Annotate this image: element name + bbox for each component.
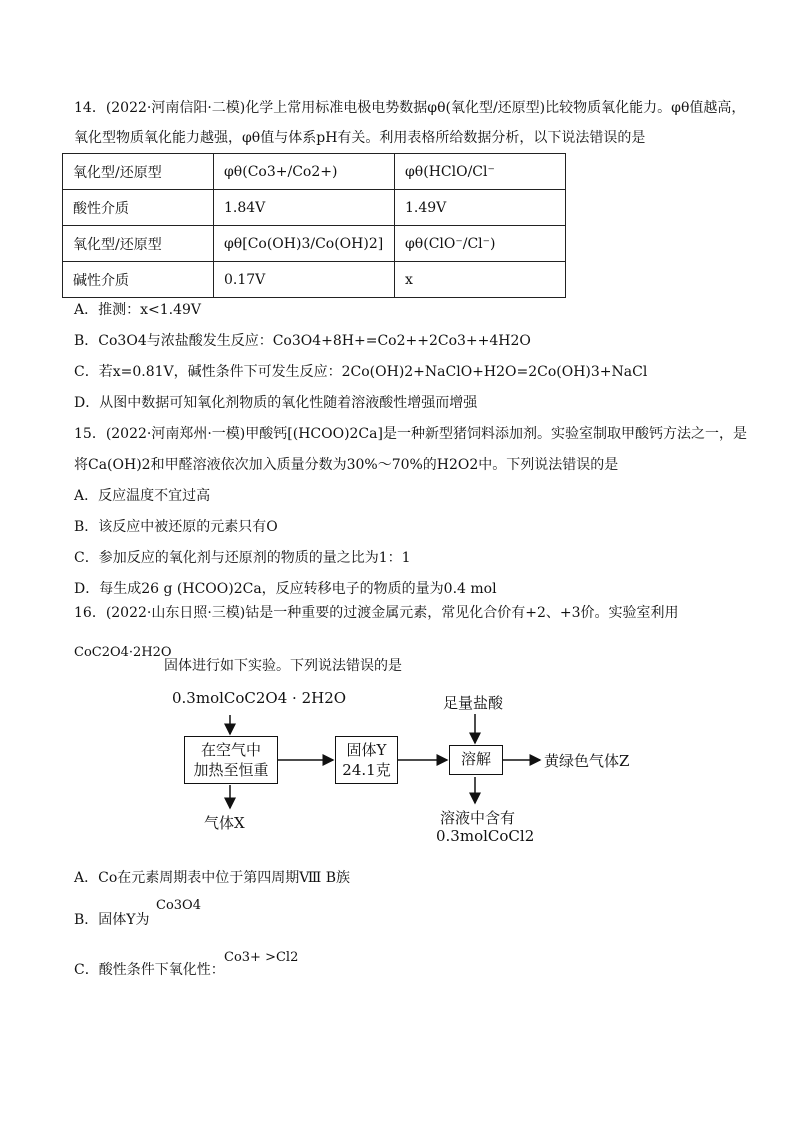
q15-option-c: C．参加反应的氧化剂与还原剂的物质的量之比为1：1 bbox=[74, 550, 411, 566]
solid-y-line1: 固体Y bbox=[346, 741, 387, 759]
q14-line2: 氧化型物质氧化能力越强，φθ值与体系pH有关。利用表格所给数据分析，以下说法错误的是 bbox=[74, 130, 646, 146]
q15-option-a: A．反应温度不宜过高 bbox=[74, 488, 211, 504]
q15-line1: 15．(2022·河南郑州·一模)甲酸钙[(HCOO)2Ca]是一种新型猪饲料添加剂。实验室制取甲酸钙方法之一，是 bbox=[74, 426, 747, 442]
gas-z-label: 黄绿色气体Z bbox=[544, 752, 630, 770]
q15-option-b: B．该反应中被还原的元素只有O bbox=[74, 519, 278, 535]
table-cell: 1.49V bbox=[395, 190, 566, 226]
table-cell: φθ(ClO⁻/Cl⁻) bbox=[395, 226, 566, 262]
q14-option-b: B．Co3O4与浓盐酸发生反应：Co3O4+8H+=Co2++2Co3++4H2O bbox=[74, 333, 531, 349]
table-cell: 0.17V bbox=[214, 262, 395, 298]
gas-x-label: 气体X bbox=[204, 814, 245, 832]
heating-box-line2: 加热至恒重 bbox=[193, 761, 269, 779]
q16-formula: CoC2O4·2H2O bbox=[74, 645, 172, 660]
solid-y-box bbox=[335, 736, 398, 784]
dissolve-box: 溶解 bbox=[449, 745, 503, 775]
q15-line2: 将Ca(OH)2和甲醛溶液依次加入质量分数为30%～70%的H2O2中。下列说法错误的是 bbox=[74, 457, 619, 473]
table-cell: φθ(HClO/Cl⁻ bbox=[395, 154, 566, 190]
table-cell: x bbox=[395, 262, 566, 298]
table-cell: 酸性介质 bbox=[63, 190, 214, 226]
q14-option-c: C．若x=0.81V，碱性条件下可发生反应：2Co(OH)2+NaClO+H2O=2Co(OH)3+NaCl bbox=[74, 364, 648, 380]
hcl-label: 足量盐酸 bbox=[443, 694, 504, 712]
solid-y-line2: 24.1克 bbox=[342, 761, 391, 779]
q14-option-d: D．从图中数据可知氧化剂物质的氧化性随着溶液酸性增强而增强 bbox=[74, 395, 478, 411]
q16-option-c-formula: Co3+ >Cl2 bbox=[224, 950, 299, 965]
q16-option-c: C．酸性条件下氧化性： bbox=[74, 962, 225, 978]
table-cell: φθ(Co3+/Co2+) bbox=[214, 154, 395, 190]
heating-box-line1: 在空气中 bbox=[200, 741, 261, 759]
heating-box bbox=[184, 736, 278, 784]
table-cell: 氧化型/还原型 bbox=[63, 226, 214, 262]
flow-start-label: 0.3molCoC2O4 · 2H2O bbox=[172, 689, 347, 707]
table-cell: 1.84V bbox=[214, 190, 395, 226]
solution-line2: 0.3molCoCl2 bbox=[436, 827, 535, 845]
q16-line2: 固体进行如下实验。下列说法错误的是 bbox=[164, 658, 402, 674]
q16-option-b-formula: Co3O4 bbox=[156, 898, 201, 913]
q16-option-a: A．Co在元素周期表中位于第四周期Ⅷ B族 bbox=[74, 870, 351, 886]
table-cell: 氧化型/还原型 bbox=[63, 154, 214, 190]
q15-option-d: D．每生成26 g (HCOO)2Ca，反应转移电子的物质的量为0.4 mol bbox=[74, 581, 497, 597]
q16-option-b: B．固体Y为 bbox=[74, 912, 150, 928]
q16-line1: 16．(2022·山东日照·三模)钴是一种重要的过渡金属元素，常见化合价有+2、+3价。实验室利用 bbox=[74, 605, 679, 621]
table-cell: φθ[Co(OH)3/Co(OH)2] bbox=[214, 226, 395, 262]
table-cell: 碱性介质 bbox=[63, 262, 214, 298]
solution-line1: 溶液中含有 bbox=[440, 809, 516, 827]
q14-line1: 14．(2022·河南信阳·二模)化学上常用标准电极电势数据φθ(氧化型/还原型)比较物质氧化能力。φθ值越高， bbox=[74, 100, 746, 116]
q14-option-a: A．推测：x<1.49V bbox=[74, 302, 202, 318]
